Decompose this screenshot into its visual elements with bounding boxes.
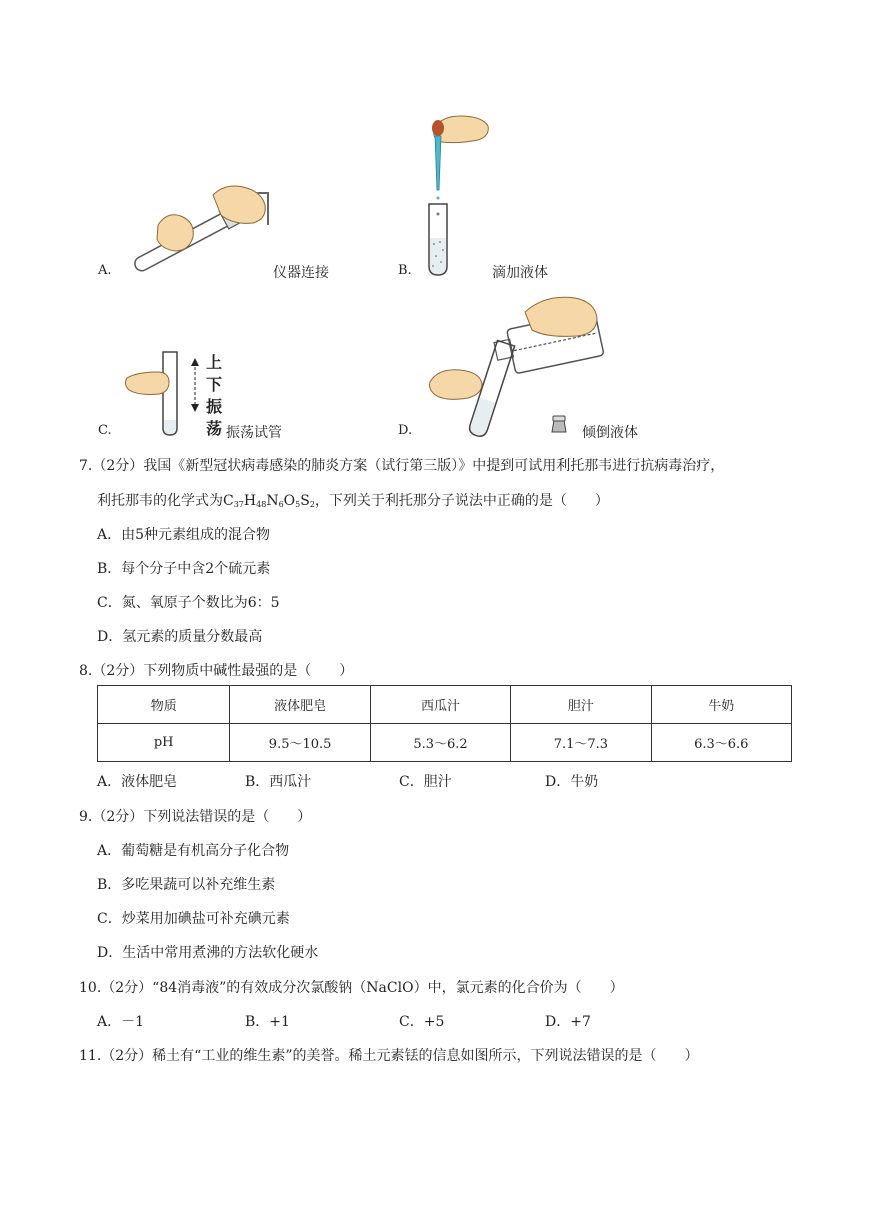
q6-option-c-letter: C. bbox=[98, 423, 112, 438]
table-cell: 9.5～10.5 bbox=[230, 724, 370, 762]
q11-stem: 11.（2分）稀土有“工业的维生素”的美誉。稀土元素铥的信息如图所示，下列说法错误的是（ ） bbox=[79, 1048, 699, 1064]
q7-stem-suffix: ，下列关于利托那分子说法中正确的是（ ） bbox=[314, 493, 609, 509]
q8-option-a: A．液体肥皂 bbox=[97, 774, 178, 790]
q6-option-a-letter: A. bbox=[98, 263, 112, 278]
q8-option-c: C．胆汁 bbox=[399, 774, 452, 790]
q8-stem: 8.（2分）下列物质中碱性最强的是（ ） bbox=[79, 663, 354, 679]
bottle-stopper-icon bbox=[548, 414, 570, 434]
q6-option-b-letter: B. bbox=[398, 263, 412, 278]
ph-table bbox=[97, 685, 792, 762]
table-row bbox=[98, 724, 792, 762]
table-cell: 西瓜汁 bbox=[370, 686, 510, 724]
q8-option-b: B．西瓜汁 bbox=[245, 774, 312, 790]
table-cell: 5.3～6.2 bbox=[370, 724, 510, 762]
table-cell: 胆汁 bbox=[511, 686, 651, 724]
q6-option-c-caption: 振荡试管 bbox=[226, 425, 282, 441]
table-row bbox=[98, 686, 792, 724]
q7-stem-prefix: 利托那韦的化学式为 bbox=[97, 493, 223, 509]
q9-option-a: A．葡萄糖是有机高分子化合物 bbox=[97, 843, 290, 859]
shake-label-char: 上 bbox=[206, 353, 223, 372]
q6-option-d-caption: 倾倒液体 bbox=[582, 425, 638, 441]
q6-option-a-caption: 仪器连接 bbox=[273, 265, 329, 281]
q7-stem-line1: 7.（2分）我国《新型冠状病毒感染的肺炎方案（试行第三版）》中提到可试用利托那韦进行抗病毒治疗， bbox=[79, 458, 725, 474]
q9-option-d: D．生活中常用煮沸的方法软化硬水 bbox=[97, 945, 319, 961]
tube-connection-illustration bbox=[118, 175, 278, 280]
q10-option-b: B．+1 bbox=[245, 1014, 290, 1030]
q9-option-b: B．多吃果蔬可以补充维生素 bbox=[97, 877, 276, 893]
table-cell: 物质 bbox=[98, 686, 230, 724]
table-cell: 液体肥皂 bbox=[230, 686, 370, 724]
table-cell: 6.3～6.6 bbox=[651, 724, 791, 762]
q6-option-b-caption: 滴加液体 bbox=[492, 265, 548, 281]
shake-label bbox=[206, 352, 224, 440]
q6-option-d-letter: D. bbox=[398, 423, 413, 438]
shake-label-char: 下 bbox=[206, 375, 223, 394]
q9-stem: 9.（2分）下列说法错误的是（ ） bbox=[79, 809, 312, 825]
q9-option-c: C．炒菜用加碘盐可补充碘元素 bbox=[97, 911, 290, 927]
q10-stem: 10.（2分）“84消毒液”的有效成分次氯酸钠（NaClO）中，氯元素的化合价为（ ） bbox=[79, 980, 624, 996]
q10-option-c: C．+5 bbox=[399, 1014, 445, 1030]
q7-option-b: B．每个分子中含2个硫元素 bbox=[97, 561, 271, 577]
pour-liquid-illustration bbox=[425, 292, 610, 442]
q8-option-d: D．牛奶 bbox=[545, 774, 599, 790]
shake-label-char: 振 bbox=[206, 397, 223, 416]
q7-stem-line2 bbox=[97, 490, 609, 510]
dropper-illustration bbox=[420, 110, 495, 280]
chemical-formula: $C_{37}H_{48}N_6O_5S_2$ bbox=[223, 493, 315, 509]
table-cell: 牛奶 bbox=[651, 686, 791, 724]
table-cell: pH bbox=[98, 724, 230, 762]
table-cell: 7.1～7.3 bbox=[511, 724, 651, 762]
q7-option-c: C．氮、氧原子个数比为6：5 bbox=[97, 595, 280, 611]
q7-option-a: A．由5种元素组成的混合物 bbox=[97, 527, 271, 543]
shake-label-char: 荡 bbox=[206, 419, 223, 438]
q10-option-d: D．+7 bbox=[545, 1014, 591, 1030]
q7-option-d: D．氢元素的质量分数最高 bbox=[97, 629, 263, 645]
q10-option-a: A．－1 bbox=[97, 1014, 145, 1030]
